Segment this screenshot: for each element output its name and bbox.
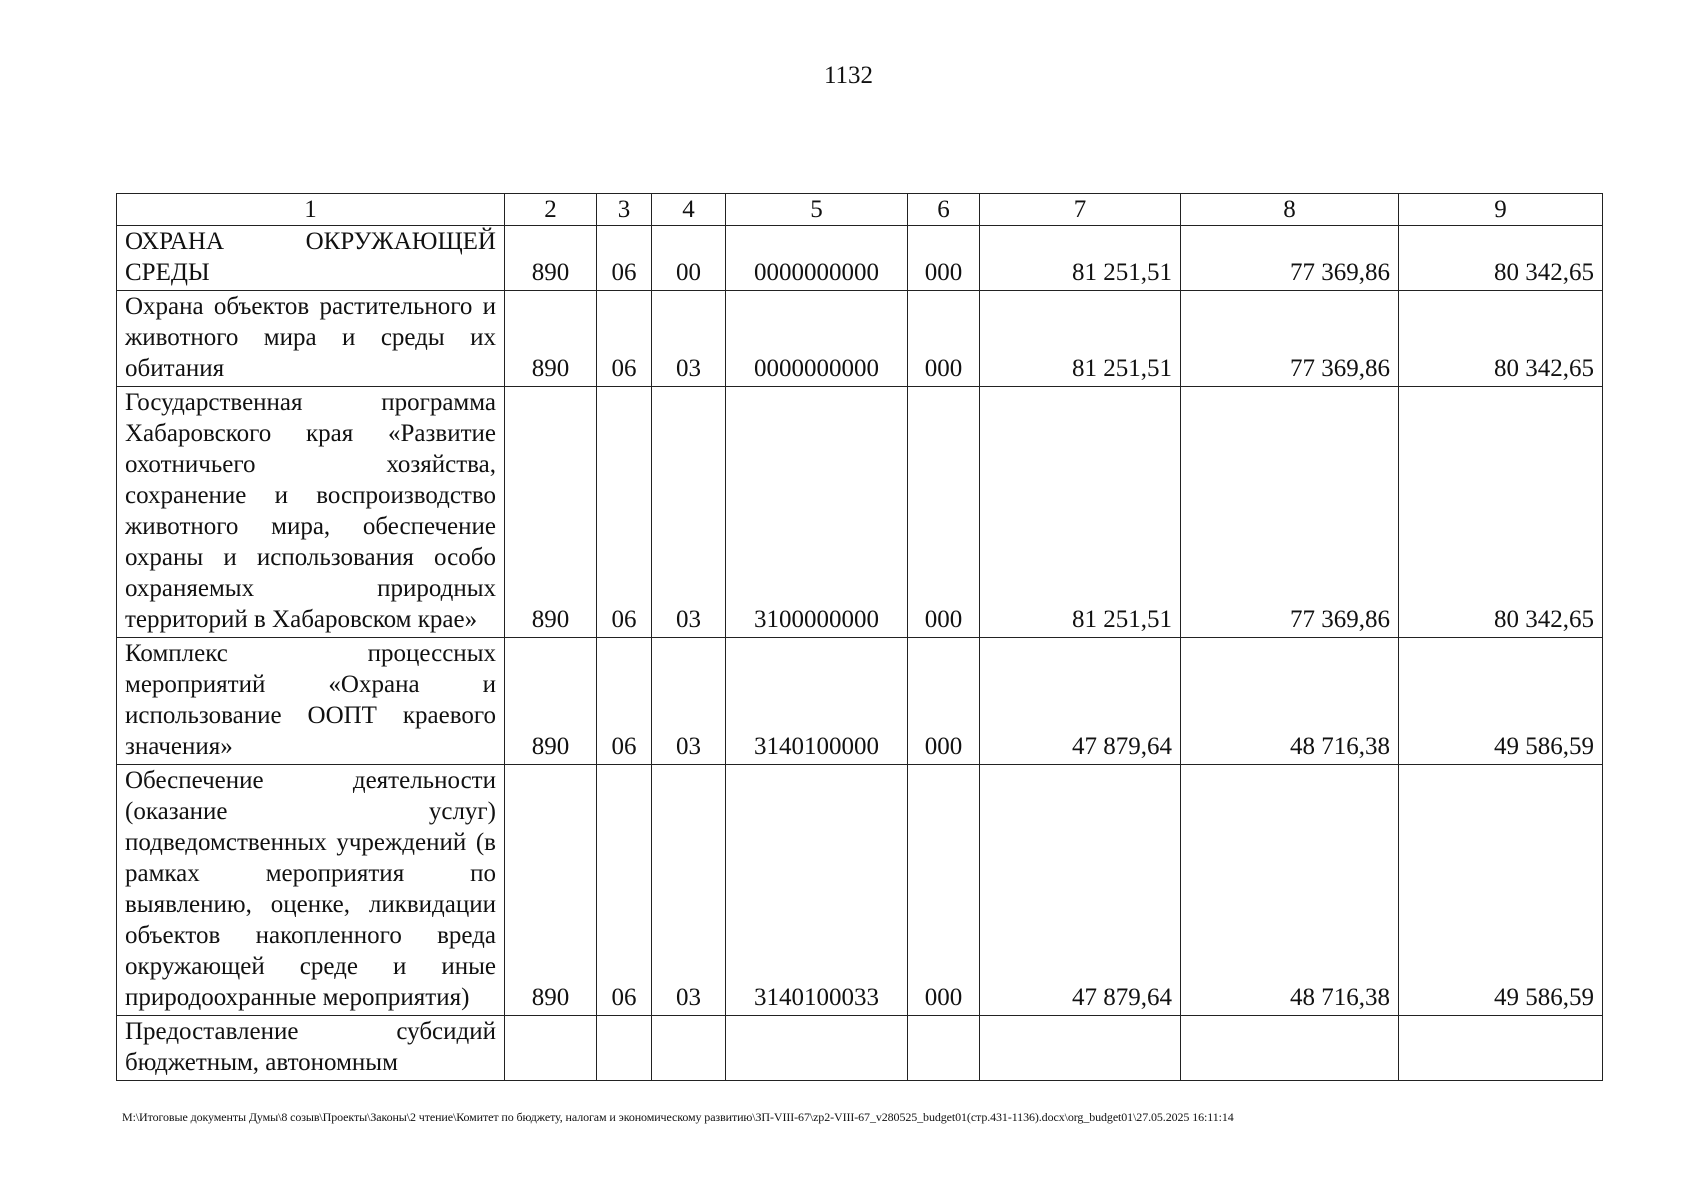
column-header: 1 (117, 194, 505, 226)
expense-type-cell: 000 (908, 291, 980, 387)
file-path-footer: M:\Итоговые документы Думы\8 созыв\Проекты\Законы\2 чтение\Комитет по бюджету, налогам и экономическому развитию\ЗП-VIII-67\zp2-VIII-67_v280525_budget01(стр.431-1136).docx\org_budget01\27.05.2025 16:11:14 (122, 1110, 1234, 1124)
row-name: Комплекс процессных мероприятий «Охрана и использование ООПТ краевого значения» (117, 638, 505, 765)
target-code-cell (726, 1016, 908, 1081)
admin-code-cell: 890 (505, 638, 597, 765)
table-header-row (117, 194, 1603, 226)
admin-code-cell: 890 (505, 291, 597, 387)
section-cell: 06 (597, 226, 652, 291)
section-cell: 06 (597, 638, 652, 765)
column-header: 2 (505, 194, 597, 226)
row-name: Охрана объектов растительного и животного мира и среды их обитания (117, 291, 505, 387)
section-cell: 06 (597, 765, 652, 1016)
target-code-cell: 3140100033 (726, 765, 908, 1016)
page-number: 1132 (823, 62, 874, 89)
table-row (117, 226, 1603, 291)
amount-cell: 49 586,59 (1399, 765, 1603, 1016)
expense-type-cell: 000 (908, 226, 980, 291)
section-cell (597, 1016, 652, 1081)
subsection-cell: 03 (652, 765, 726, 1016)
expense-type-cell: 000 (908, 765, 980, 1016)
amount-cell: 49 586,59 (1399, 638, 1603, 765)
target-code-cell: 3100000000 (726, 387, 908, 638)
column-header: 6 (908, 194, 980, 226)
amount-cell (1399, 1016, 1603, 1081)
table-row (117, 291, 1603, 387)
row-name: ОХРАНА ОКРУЖАЮЩЕЙ СРЕДЫ (117, 226, 505, 291)
admin-code-cell: 890 (505, 226, 597, 291)
row-name: Предоставление субсидий бюджетным, автономным (117, 1016, 505, 1081)
subsection-cell: 00 (652, 226, 726, 291)
amount-cell: 81 251,51 (980, 387, 1181, 638)
amount-cell: 80 342,65 (1399, 291, 1603, 387)
amount-cell (1181, 1016, 1399, 1081)
amount-cell: 77 369,86 (1181, 387, 1399, 638)
budget-table (116, 193, 1603, 1081)
amount-cell: 47 879,64 (980, 765, 1181, 1016)
expense-type-cell: 000 (908, 387, 980, 638)
column-header: 9 (1399, 194, 1603, 226)
table-row (117, 638, 1603, 765)
section-cell: 06 (597, 387, 652, 638)
column-header: 7 (980, 194, 1181, 226)
amount-cell: 81 251,51 (980, 291, 1181, 387)
admin-code-cell (505, 1016, 597, 1081)
column-header: 4 (652, 194, 726, 226)
amount-cell: 77 369,86 (1181, 291, 1399, 387)
column-header: 5 (726, 194, 908, 226)
subsection-cell: 03 (652, 387, 726, 638)
admin-code-cell: 890 (505, 387, 597, 638)
amount-cell: 48 716,38 (1181, 765, 1399, 1016)
row-name: Государственная программа Хабаровского края «Развитие охотничьего хозяйства, сохранение и воспроизводство животного мира, обеспечение охраны и использования особо охраняемых природных территорий в Хабаровском крае» (117, 387, 505, 638)
amount-cell: 81 251,51 (980, 226, 1181, 291)
table-row (117, 387, 1603, 638)
expense-type-cell: 000 (908, 638, 980, 765)
target-code-cell: 0000000000 (726, 226, 908, 291)
amount-cell (980, 1016, 1181, 1081)
amount-cell: 48 716,38 (1181, 638, 1399, 765)
subsection-cell (652, 1016, 726, 1081)
admin-code-cell: 890 (505, 765, 597, 1016)
amount-cell: 80 342,65 (1399, 387, 1603, 638)
expense-type-cell (908, 1016, 980, 1081)
table-row (117, 1016, 1603, 1081)
amount-cell: 47 879,64 (980, 638, 1181, 765)
section-cell: 06 (597, 291, 652, 387)
column-header: 8 (1181, 194, 1399, 226)
table-row (117, 765, 1603, 1016)
column-header: 3 (597, 194, 652, 226)
amount-cell: 77 369,86 (1181, 226, 1399, 291)
subsection-cell: 03 (652, 291, 726, 387)
row-name: Обеспечение деятельности (оказание услуг) подведомственных учреждений (в рамках мероприятия по выявлению, оценке, ликвидации объектов накопленного вреда окружающей среде и иные природоохранные мероприятия) (117, 765, 505, 1016)
target-code-cell: 3140100000 (726, 638, 908, 765)
target-code-cell: 0000000000 (726, 291, 908, 387)
amount-cell: 80 342,65 (1399, 226, 1603, 291)
subsection-cell: 03 (652, 638, 726, 765)
